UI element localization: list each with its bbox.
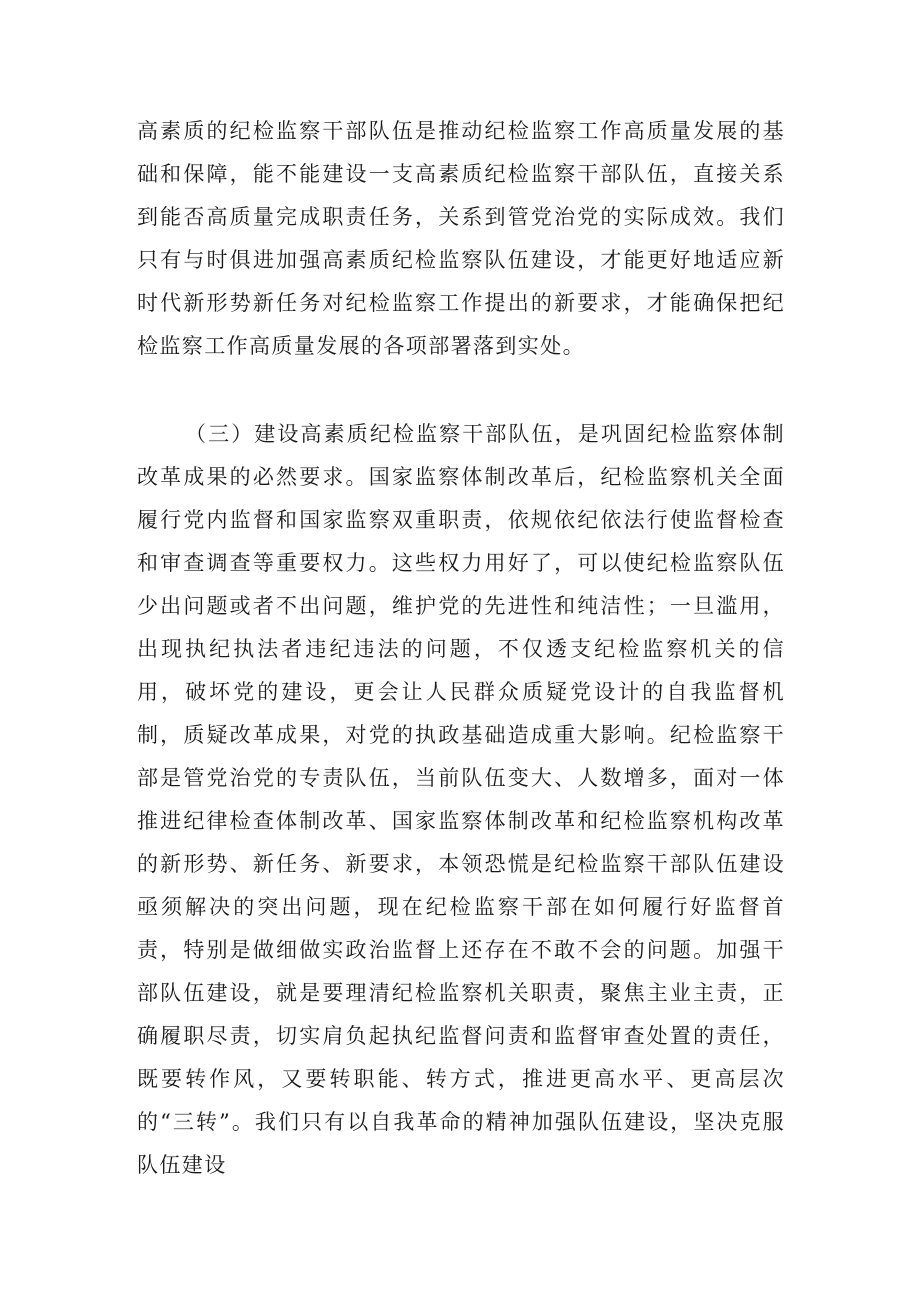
- body-paragraph-1: 高素质的纪检监察干部队伍是推动纪检监察工作高质量发展的基础和保障，能不能建设一支高素质纪检监察干部队伍，直接关系到能否高质量完成职责任务，关系到管党治党的实际成效。我们只有与时俱进加强高素质纪检监察队伍建设，才能更好地适应新时代新形势新任务对纪检监察工作提出的新要求，才能确保把纪检监察工作高质量发展的各项部署落到实处。: [137, 119, 785, 358]
- body-paragraph-2: （三）建设高素质纪检监察干部队伍，是巩固纪检监察体制改革成果的必然要求。国家监察体制改革后，纪检监察机关全面履行党内监督和国家监察双重职责，依规依纪依法行使监督检查和审查调查等重要权力。这些权力用好了，可以使纪检监察队伍少出问题或者不出问题，维护党的先进性和纯洁性；一旦滥用，出现执纪执法者违纪违法的问题，不仅透支纪检监察机关的信用，破坏党的建设，更会让人民群众质疑党设计的自我监督机制，质疑改革成果，对党的执政基础造成重大影响。纪检监察干部是管党治党的专责队伍，当前队伍变大、人数增多，面对一体推进纪律检查体制改革、国家监察体制改革和纪检监察机构改革的新形势、新任务、新要求，本领恐慌是纪检监察干部队伍建设亟须解决的突出问题，现在纪检监察干部在如何履行好监督首责，特别是做细做实政治监督上还存在不敢不会的问题。加强干部队伍建设，就是要理清纪检监察机关职责，聚焦主业主责，正确履职尽责，切实肩负起执纪监督问责和监督审查处置的责任，既要转作风，又要转职能、转方式，推进更高水平、更高层次的“三转”。我们只有以自我革命的精神加强队伍建设，坚决克服队伍建设: [137, 422, 785, 1177]
